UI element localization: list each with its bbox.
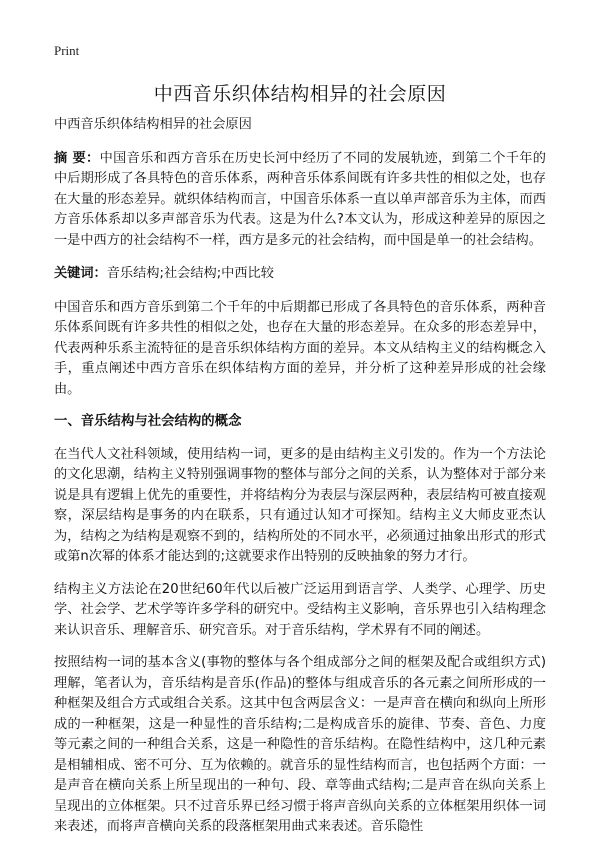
body-paragraph: 结构主义方法论在20世纪60年代以后被广泛运用到语言学、人类学、心理学、历史学、社会学、艺术学等许多学科的研究中。受结构主义影响，音乐界也引入结构理念来认识音乐、理解音乐、研究音乐。对于音乐结构，学术界有不同的阐述。 [54, 581, 546, 638]
article-body [54, 115, 546, 850]
abstract-label: 摘 要： [54, 150, 100, 166]
abstract [54, 149, 546, 252]
body-paragraph: 在当代人文社科领域，使用结构一词，更多的是由结构主义引发的。作为一个方法论的文化思潮，结构主义特别强调事物的整体与部分之间的关系，认为整体对于部分来说是具有逻辑上优先的重要性，并将结构分为表层与深层两种，表层结构可被直接观察，深层结构是事务的内在联系，只有通过认知才可探知。结构主义大师皮亚杰认为，结构之为结构是观察不到的，结构所处的不同水平，必须通过抽象出形式的形式或第n次幂的体系才能达到的;这就要求作出特别的反映抽象的努力才行。 [54, 446, 546, 564]
abstract-text: 中国音乐和西方音乐在历史长河中经历了不同的发展轨迹，到第二个千年的中后期形成了各具特色的音乐体系，两种音乐体系间既有许多共性的相似之处，也存在大量的形态差异。就织体结构而言，中国音乐体系一直以单声部音乐为主体，而西方音乐体系却以多声部音乐为代表。这是为什么?本文认为，形成这种差异的原因之一是中西方的社会结构不一样，西方是多元的社会结构，而中国是单一的社会结构。 [54, 150, 546, 248]
keywords [54, 264, 546, 285]
keywords-text: 音乐结构;社会结构;中西比较 [106, 266, 274, 281]
page-title: 中西音乐织体结构相异的社会原因 [153, 83, 447, 105]
intro-paragraph: 中国音乐和西方音乐到第二个千年的中后期都已形成了各具特色的音乐体系，两种音乐体系间既有许多共性的相似之处，也存在大量的形态差异。在众多的形态差异中，代表两种乐系主流特征的是音乐织体结构方面的差异。本文从结构主义的结构概念入手，重点阐述中西方音乐在织体结构方面的差异，并分析了这种差异形成的社会缘由。 [54, 299, 546, 397]
body-paragraph: 按照结构一词的基本含义(事物的整体与各个组成部分之间的框架及配合或组织方式)理解，笔者认为，音乐结构是音乐(作品)的整体与组成音乐的各元素之间所形成的一种框架及组合方式或组合关系。这其中包含两层含义：一是声音在横向和纵向上所形成的一种框架，这是一种显性的音乐结构;二是构成音乐的旋律、节奏、音色、力度等元素之间的一种组合关系，这是一种隐性的音乐结构。在隐性结构中，这几种元素是相辅相成、密不可分、互为依赖的。就音乐的显性结构而言，也包括两个方面：一是声音在横向关系上所呈现出的一种句、段、章等曲式结构;二是声音在纵向关系上呈现出的立体框架。只不过音乐界已经习惯于将声音纵向关系的立体框架用织体一词来表述，而将声音横向关系的段落框架用曲式来表述。音乐隐性 [54, 655, 546, 834]
article-subtitle: 中西音乐织体结构相异的社会原因 [54, 117, 252, 132]
section-heading: 一、音乐结构与社会结构的概念 [54, 414, 242, 429]
keywords-label: 关键词： [54, 266, 107, 281]
print-link[interactable]: Print [54, 43, 80, 58]
